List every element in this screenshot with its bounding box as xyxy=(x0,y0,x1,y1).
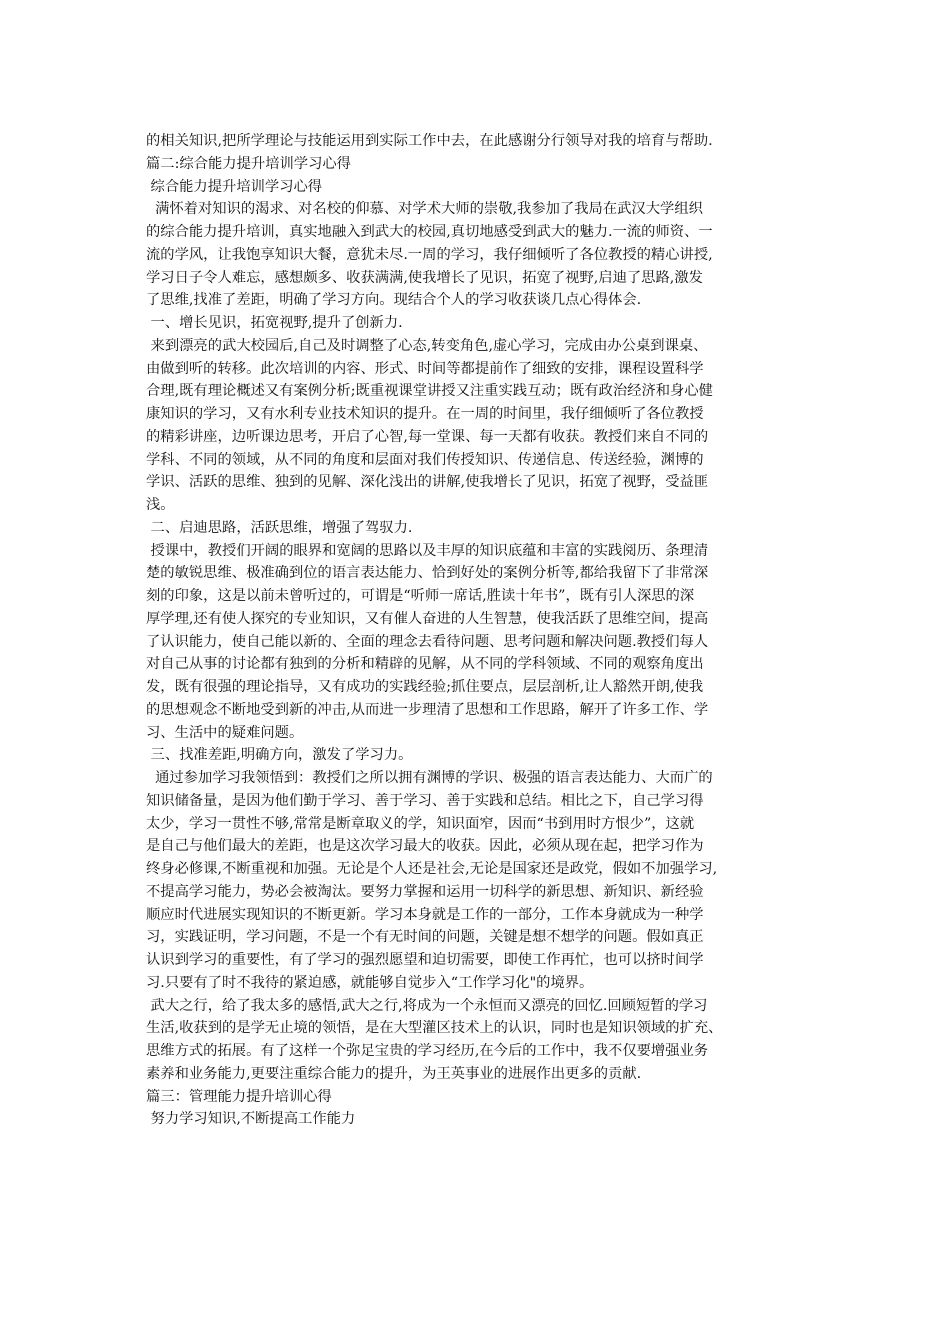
subheading: 二、启迪思路，活跃思维，增强了驾驭力. xyxy=(146,519,413,536)
text-line: 习，实践证明，学习问题，不是一个有无时间的问题，关键是想不想学的问题。假如真正 xyxy=(146,929,704,946)
text-line: 厚学理,还有使人探究的专业知识，又有催人奋进的人生智慧，使我活跃了思维空间，提高 xyxy=(146,610,709,627)
text-line: 流的学风，让我饱享知识大餐，意犹未尽.一周的学习，我仔细倾听了各位教授的精心讲授, xyxy=(146,246,713,263)
text-line: 顺应时代进展实现知识的不断更新。学习本身就是工作的一部分，工作本身就成为一种学 xyxy=(146,906,704,923)
article-title: 努力学习知识,不断提高工作能力 xyxy=(146,1111,356,1128)
text-line: 武大之行，给了我太多的感悟,武大之行,将成为一个永恒而又漂亮的回忆.回顾短暂的学习 xyxy=(146,997,708,1014)
text-line: 素养和业务能力,更要注重综合能力的提升，为王英事业的进展作出更多的贡献. xyxy=(146,1065,642,1082)
text-line: 了思维,找准了差距，明确了学习方向。现结合个人的学习收获谈几点心得体会. xyxy=(146,292,642,309)
text-line: 康知识的学习，又有水利专业技术知识的提升。在一周的时间里，我仔细倾听了各位教授 xyxy=(146,406,704,422)
subheading: 三、找准差距,明确方向，激发了学习力。 xyxy=(146,747,413,764)
text-line: 学习日子令人难忘，感想颇多、收获满满,使我增长了见识，拓宽了视野,启迪了思路,激发 xyxy=(146,269,703,286)
text-line: 思维方式的拓展。有了这样一个弥足宝贵的学习经历,在今后的工作中，我不仅要增强业务 xyxy=(146,1043,709,1059)
text-line: 不提高学习能力，势必会被淘汰。要努力掌握和运用一切科学的新思想、新知识、新经验 xyxy=(146,883,704,900)
text-line: 刻的印象，这是以前未曾听过的，可谓是“听师一席话,胜读十年书”，既有引人深思的深 xyxy=(146,588,695,604)
text-line: 发，既有很强的理论指导，又有成功的实践经验;抓住要点，层层剖析,让人豁然开朗,使我 xyxy=(146,679,704,695)
text-line: 合理,既有理论概述又有案例分析;既重视课堂讲授又注重实践互动；既有政治经济和身心健 xyxy=(146,383,713,400)
text-line: 太少，学习一贯性不够,常常是断章取义的学，知识面窄，因而“书到用时方恨少”，这就 xyxy=(146,815,695,832)
text-line: 的综合能力提升培训，真实地融入到武大的校园,真切地感受到武大的魅力.一流的师资、一 xyxy=(146,224,713,240)
text-line: 认识到学习的重要性，有了学习的强烈愿望和迫切需要，即使工作再忙，也可以挤时间学 xyxy=(146,952,704,968)
text-line: 楚的敏锐思维、极准确到位的语言表达能力、恰到好处的案例分析等,都给我留下了非常深 xyxy=(146,565,709,582)
text-line: 的相关知识,把所学理论与技能运用到实际工作中去，在此感谢分行领导对我的培育与帮助. xyxy=(146,133,713,149)
section-heading: 篇三：管理能力提升培训心得 xyxy=(146,1088,332,1105)
text-line: 满怀着对知识的渴求、对名校的仰慕、对学术大师的崇敬,我参加了我局在武汉大学组织 xyxy=(146,201,703,218)
text-line: 生活,收获到的是学无止境的领悟，是在大型灌区技术上的认识，同时也是知识领域的扩充、 xyxy=(146,1020,723,1037)
text-line: 终身必修课,不断重视和加强。无论是个人还是社会,无论是国家还是政党，假如不加强学习, xyxy=(146,861,718,877)
text-line: 习、生活中的疑难问题。 xyxy=(146,724,304,741)
text-line: 浅。 xyxy=(146,497,175,513)
article-title: 综合能力提升培训学习心得 xyxy=(146,178,323,195)
text-line: 的精彩讲座，边听课边思考，开启了心智,每一堂课、每一天都有收获。教授们来自不同的 xyxy=(146,428,709,445)
text-line: 通过参加学习我领悟到：教授们之所以拥有渊博的学识、极强的语言表达能力、大而广的 xyxy=(146,770,713,786)
text-line: 学科、不同的领域，从不同的角度和层面对我们传授知识、传递信息、传送经验，渊博的 xyxy=(146,451,704,468)
text-line: 由做到听的转移。此次培训的内容、形式、时间等都提前作了细致的安排，课程设置科学 xyxy=(146,360,704,377)
text-line: 对自己从事的讨论都有独到的分析和精辟的见解，从不同的学科领域、不同的观察角度出 xyxy=(146,656,704,673)
text-line: 授课中，教授们开阔的眼界和宽阔的思路以及丰厚的知识底蕴和丰富的实践阅历、条理清 xyxy=(146,542,709,559)
text-line: 习.只要有了时不我待的紧迫感，就能够自觉步入“工作学习化"的境界。 xyxy=(146,974,594,991)
text-line: 的思想观念不断地受到新的冲击,从而进一步理清了思想和工作思路，解开了许多工作、学 xyxy=(146,701,709,718)
document-body xyxy=(146,130,816,1131)
text-line: 知识储备量，是因为他们勤于学习、善于学习、善于实践和总结。相比之下，自己学习得 xyxy=(146,792,704,809)
text-line: 是自己与他们最大的差距，也是这次学习最大的收获。因此，必须从现在起，把学习作为 xyxy=(146,838,704,855)
text-line: 学识、活跃的思维、独到的见解、深化浅出的讲解,使我增长了见识，拓宽了视野，受益匪 xyxy=(146,474,709,491)
text-line: 来到漂亮的武大校园后,自己及时调整了心态,转变角色,虚心学习，完成由办公桌到课桌、 xyxy=(146,337,708,354)
subheading: 一、增长见识，拓宽视野,提升了创新力. xyxy=(146,315,403,331)
section-heading: 篇二:综合能力提升培训学习心得 xyxy=(146,155,351,172)
text-line: 了认识能力，使自己能以新的、全面的理念去看待问题、思考问题和解决问题.教授们每人 xyxy=(146,633,709,650)
